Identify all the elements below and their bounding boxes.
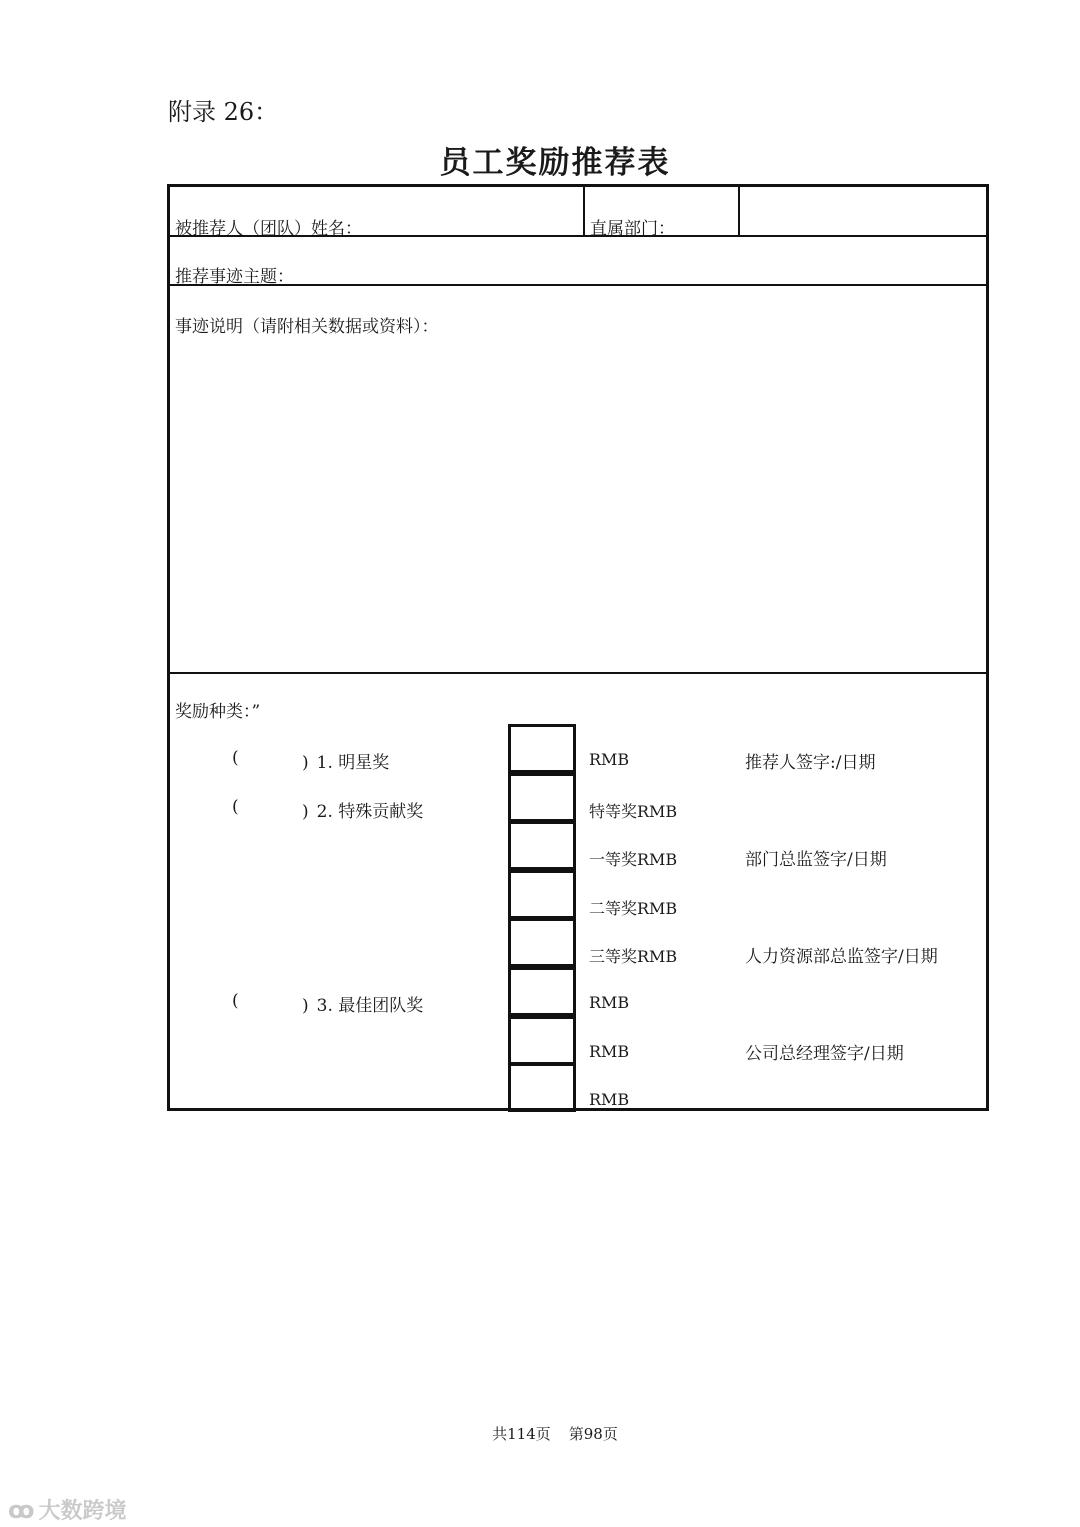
signature-label-general-manager: 公司总经理签字/日期 <box>745 1044 904 1064</box>
amount-box[interactable] <box>508 918 576 967</box>
award-checkbox-close: ) <box>302 753 309 773</box>
amount-box[interactable] <box>508 773 576 822</box>
amount-box[interactable] <box>508 821 576 870</box>
amount-label: 三等奖RMB <box>589 947 678 966</box>
amount-label: RMB <box>589 993 630 1012</box>
award-checkbox-open[interactable]: ( <box>232 991 239 1011</box>
award-option-best-team <box>302 991 423 1016</box>
description-field[interactable] <box>175 337 980 667</box>
amount-box[interactable] <box>508 1016 576 1065</box>
form-title: 员工奖励推荐表 <box>439 145 671 181</box>
award-checkbox-close: ) <box>302 802 309 822</box>
signature-label-dept-director: 部门总监签字/日期 <box>745 850 887 870</box>
signature-label-nominator: 推荐人签字:/日期 <box>745 753 876 773</box>
amount-box[interactable] <box>508 870 576 919</box>
award-type-label: 奖励种类：” <box>175 702 261 722</box>
amount-label: RMB <box>589 750 630 769</box>
amount-box[interactable] <box>508 1063 576 1112</box>
total-pages: 共114页 <box>492 1425 551 1443</box>
amount-label: RMB <box>589 1090 630 1109</box>
divider <box>583 187 585 235</box>
award-nomination-form <box>167 184 989 1111</box>
amount-label: RMB <box>589 1042 630 1061</box>
award-option-star <box>302 748 389 773</box>
appendix-label: 附录 26： <box>168 98 279 126</box>
topic-label: 推荐事迹主题： <box>175 267 294 287</box>
signature-label-hr-director: 人力资源部总监签字/日期 <box>745 947 938 967</box>
current-page: 第98页 <box>568 1425 618 1443</box>
watermark-logo-icon: ꝏ <box>8 1496 35 1524</box>
award-name: 1. 明星奖 <box>316 753 390 773</box>
divider <box>170 672 986 674</box>
amount-box[interactable] <box>508 967 576 1016</box>
divider <box>170 284 986 286</box>
award-checkbox-close: ) <box>302 996 309 1016</box>
divider <box>738 187 740 235</box>
watermark <box>8 1494 127 1525</box>
description-label: 事迹说明（请附相关数据或资料）： <box>175 317 439 337</box>
department-field[interactable] <box>741 189 981 233</box>
amount-label: 二等奖RMB <box>589 899 678 918</box>
department-label: 直属部门： <box>590 219 675 239</box>
award-name: 2. 特殊贡献奖 <box>316 802 424 822</box>
amount-box[interactable] <box>508 724 576 773</box>
award-name: 3. 最佳团队奖 <box>316 996 424 1016</box>
award-option-special-contribution <box>302 797 423 822</box>
nominee-name-label: 被推荐人（团队）姓名： <box>175 219 362 239</box>
award-checkbox-open[interactable]: ( <box>232 748 239 768</box>
divider <box>170 235 986 237</box>
amount-label: 一等奖RMB <box>589 850 678 869</box>
watermark-text: 大数跨境 <box>38 1499 127 1524</box>
amount-label: 特等奖RMB <box>589 802 678 821</box>
award-checkbox-open[interactable]: ( <box>232 797 239 817</box>
page-footer <box>0 1423 1080 1444</box>
